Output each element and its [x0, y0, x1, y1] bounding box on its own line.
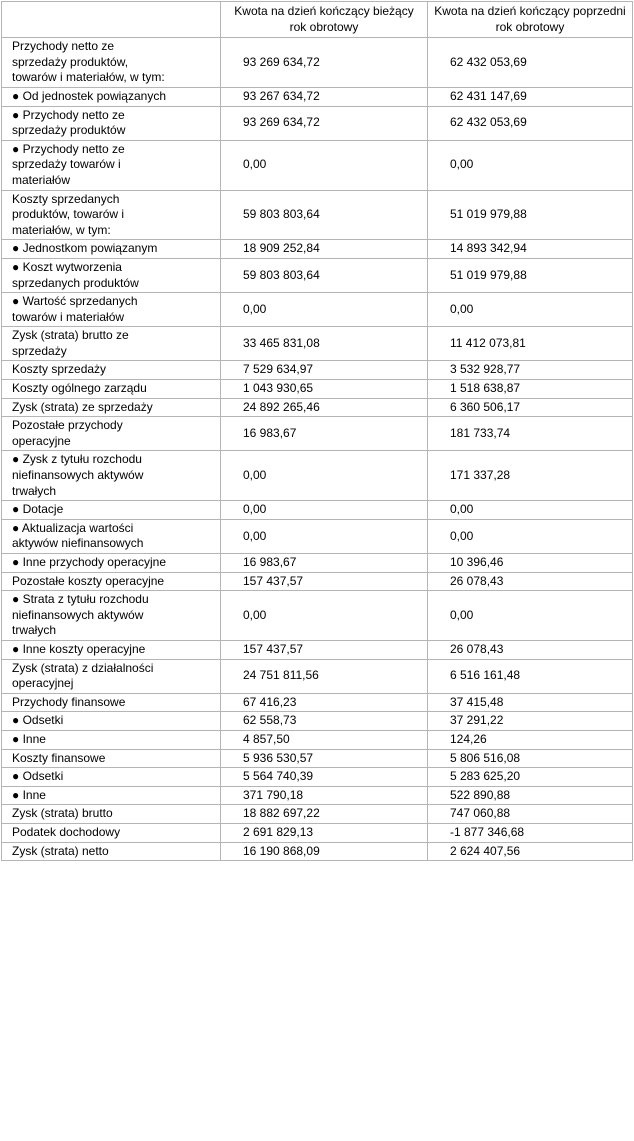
table-row: [2, 519, 633, 553]
header-label-cell: [2, 2, 221, 38]
row-label: Przychody netto ze sprzedaży produktów, towarów i materiałów, w tym:: [2, 38, 221, 88]
table-row: [2, 554, 633, 573]
previous-year-value: 26 078,43: [428, 572, 633, 591]
row-label: Zysk (strata) brutto: [2, 805, 221, 824]
row-label: Pozostałe przychody operacyjne: [2, 417, 221, 451]
previous-year-value: 51 019 979,88: [428, 190, 633, 240]
row-label: ● Koszt wytworzenia sprzedanych produktów: [2, 258, 221, 292]
row-label: ● Jednostkom powiązanym: [2, 240, 221, 259]
previous-year-value: 51 019 979,88: [428, 258, 633, 292]
previous-year-value: 0,00: [428, 519, 633, 553]
row-label: Przychody finansowe: [2, 693, 221, 712]
table-row: [2, 640, 633, 659]
financial-statement-table: [1, 1, 633, 861]
previous-year-value: 5 283 625,20: [428, 768, 633, 787]
current-year-value: 24 751 811,56: [221, 659, 428, 693]
row-label: ● Aktualizacja wartości aktywów niefinansowych: [2, 519, 221, 553]
current-year-value: 7 529 634,97: [221, 361, 428, 380]
table-row: [2, 572, 633, 591]
row-label: ● Przychody netto ze sprzedaży towarów i materiałów: [2, 140, 221, 190]
previous-year-value: 1 518 638,87: [428, 380, 633, 399]
current-year-value: 0,00: [221, 293, 428, 327]
table-row: [2, 805, 633, 824]
table-row: [2, 712, 633, 731]
table-row: [2, 87, 633, 106]
previous-year-value: 26 078,43: [428, 640, 633, 659]
previous-year-value: 37 415,48: [428, 693, 633, 712]
table-row: [2, 786, 633, 805]
table-row: [2, 380, 633, 399]
previous-year-value: 62 431 147,69: [428, 87, 633, 106]
header-row: [2, 2, 633, 38]
row-label: Zysk (strata) netto: [2, 842, 221, 861]
current-year-value: 0,00: [221, 501, 428, 520]
current-year-value: 157 437,57: [221, 640, 428, 659]
table-row: [2, 190, 633, 240]
table-row: [2, 258, 633, 292]
current-year-value: 16 983,67: [221, 417, 428, 451]
table-row: [2, 768, 633, 787]
previous-year-value: 171 337,28: [428, 451, 633, 501]
previous-year-value: 5 806 516,08: [428, 749, 633, 768]
table-row: [2, 417, 633, 451]
previous-year-value: 181 733,74: [428, 417, 633, 451]
current-year-value: 5 564 740,39: [221, 768, 428, 787]
current-year-value: 93 267 634,72: [221, 87, 428, 106]
row-label: Zysk (strata) z działalności operacyjnej: [2, 659, 221, 693]
previous-year-value: 2 624 407,56: [428, 842, 633, 861]
row-label: ● Inne koszty operacyjne: [2, 640, 221, 659]
previous-year-value: 3 532 928,77: [428, 361, 633, 380]
row-label: ● Wartość sprzedanych towarów i materiałów: [2, 293, 221, 327]
row-label: ● Przychody netto ze sprzedaży produktów: [2, 106, 221, 140]
table-row: [2, 730, 633, 749]
row-label: ● Odsetki: [2, 712, 221, 731]
previous-year-value: 37 291,22: [428, 712, 633, 731]
current-year-value: 0,00: [221, 140, 428, 190]
table-row: [2, 361, 633, 380]
row-label: Koszty sprzedaży: [2, 361, 221, 380]
row-label: Koszty finansowe: [2, 749, 221, 768]
current-year-value: 16 190 868,09: [221, 842, 428, 861]
table-row: [2, 842, 633, 861]
current-year-value: 4 857,50: [221, 730, 428, 749]
table-row: [2, 327, 633, 361]
previous-year-value: 0,00: [428, 501, 633, 520]
previous-year-value: 62 432 053,69: [428, 38, 633, 88]
previous-year-value: 0,00: [428, 293, 633, 327]
current-year-value: 93 269 634,72: [221, 38, 428, 88]
previous-year-value: 62 432 053,69: [428, 106, 633, 140]
current-year-value: 1 043 930,65: [221, 380, 428, 399]
table-row: [2, 749, 633, 768]
row-label: ● Od jednostek powiązanych: [2, 87, 221, 106]
current-year-value: 16 983,67: [221, 554, 428, 573]
row-label: Podatek dochodowy: [2, 823, 221, 842]
previous-year-value: 11 412 073,81: [428, 327, 633, 361]
previous-year-value: 747 060,88: [428, 805, 633, 824]
table-row: [2, 398, 633, 417]
previous-year-value: 6 516 161,48: [428, 659, 633, 693]
table-row: [2, 693, 633, 712]
current-year-value: 18 882 697,22: [221, 805, 428, 824]
previous-year-value: 0,00: [428, 591, 633, 641]
current-year-value: 59 803 803,64: [221, 190, 428, 240]
current-year-value: 62 558,73: [221, 712, 428, 731]
table-row: [2, 591, 633, 641]
previous-year-value: 124,26: [428, 730, 633, 749]
row-label: Koszty sprzedanych produktów, towarów i materiałów, w tym:: [2, 190, 221, 240]
header-previous-year: Kwota na dzień kończący poprzedni rok obrotowy: [428, 2, 633, 38]
current-year-value: 33 465 831,08: [221, 327, 428, 361]
table-row: [2, 106, 633, 140]
table-row: [2, 501, 633, 520]
current-year-value: 0,00: [221, 451, 428, 501]
row-label: ● Inne: [2, 730, 221, 749]
current-year-value: 18 909 252,84: [221, 240, 428, 259]
previous-year-value: 6 360 506,17: [428, 398, 633, 417]
row-label: Pozostałe koszty operacyjne: [2, 572, 221, 591]
header-current-year: Kwota na dzień kończący bieżący rok obrotowy: [221, 2, 428, 38]
current-year-value: 2 691 829,13: [221, 823, 428, 842]
current-year-value: 93 269 634,72: [221, 106, 428, 140]
current-year-value: 157 437,57: [221, 572, 428, 591]
current-year-value: 0,00: [221, 519, 428, 553]
table-body: [2, 38, 633, 861]
row-label: Zysk (strata) brutto ze sprzedaży: [2, 327, 221, 361]
current-year-value: 0,00: [221, 591, 428, 641]
row-label: ● Zysk z tytułu rozchodu niefinansowych aktywów trwałych: [2, 451, 221, 501]
row-label: Koszty ogólnego zarządu: [2, 380, 221, 399]
previous-year-value: -1 877 346,68: [428, 823, 633, 842]
current-year-value: 5 936 530,57: [221, 749, 428, 768]
previous-year-value: 0,00: [428, 140, 633, 190]
table-row: [2, 38, 633, 88]
current-year-value: 67 416,23: [221, 693, 428, 712]
previous-year-value: 10 396,46: [428, 554, 633, 573]
current-year-value: 59 803 803,64: [221, 258, 428, 292]
row-label: ● Dotacje: [2, 501, 221, 520]
previous-year-value: 14 893 342,94: [428, 240, 633, 259]
previous-year-value: 522 890,88: [428, 786, 633, 805]
row-label: ● Strata z tytułu rozchodu niefinansowych aktywów trwałych: [2, 591, 221, 641]
row-label: ● Inne: [2, 786, 221, 805]
row-label: Zysk (strata) ze sprzedaży: [2, 398, 221, 417]
table-row: [2, 659, 633, 693]
table-row: [2, 293, 633, 327]
table-row: [2, 240, 633, 259]
table-row: [2, 140, 633, 190]
table-row: [2, 823, 633, 842]
row-label: ● Inne przychody operacyjne: [2, 554, 221, 573]
current-year-value: 24 892 265,46: [221, 398, 428, 417]
table-row: [2, 451, 633, 501]
row-label: ● Odsetki: [2, 768, 221, 787]
current-year-value: 371 790,18: [221, 786, 428, 805]
